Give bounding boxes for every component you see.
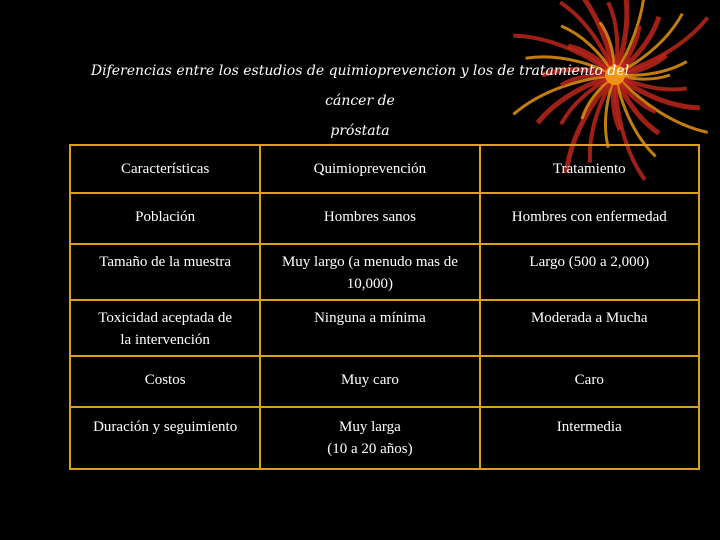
title-line-1: Diferencias entre los estudios de quimioprevencion y los de tratamiento del cáncer de xyxy=(90,63,630,109)
table-cell xyxy=(70,300,260,356)
table-cell: Ninguna a mínima xyxy=(260,300,479,356)
table-row xyxy=(70,356,699,407)
slide-title xyxy=(70,56,650,146)
table-row xyxy=(70,407,699,469)
cell-line: la intervención xyxy=(120,332,210,348)
cell-line: Toxicidad aceptada de xyxy=(98,310,233,326)
table-row xyxy=(70,300,699,356)
table-cell: Población xyxy=(70,193,260,244)
cell-line: (10 a 20 años) xyxy=(327,441,413,457)
cell-line: Muy largo (a menudo mas de xyxy=(281,254,458,270)
table-cell: Intermedia xyxy=(480,407,699,469)
table-cell: Muy caro xyxy=(260,356,479,407)
table-cell: Duración y seguimiento xyxy=(70,407,260,469)
table-cell: Hombres sanos xyxy=(260,193,479,244)
table-cell: Quimioprevención xyxy=(260,145,479,193)
table-row xyxy=(70,244,699,300)
table-cell xyxy=(260,407,479,469)
title-line-2: próstata xyxy=(330,123,390,139)
table-cell: Costos xyxy=(70,356,260,407)
cell-line: Muy larga xyxy=(339,419,401,435)
table-cell: Moderada a Mucha xyxy=(480,300,699,356)
table-cell: Características xyxy=(70,145,260,193)
table-cell: Tamaño de la muestra xyxy=(70,244,260,300)
table-row xyxy=(70,193,699,244)
cell-line: 10,000) xyxy=(346,276,394,292)
comparison-table xyxy=(69,144,700,470)
table-cell xyxy=(260,244,479,300)
table-cell: Caro xyxy=(480,356,699,407)
table-row xyxy=(70,145,699,193)
table-cell: Hombres con enfermedad xyxy=(480,193,699,244)
table-cell: Largo (500 a 2,000) xyxy=(480,244,699,300)
table-cell: Tratamiento xyxy=(480,145,699,193)
